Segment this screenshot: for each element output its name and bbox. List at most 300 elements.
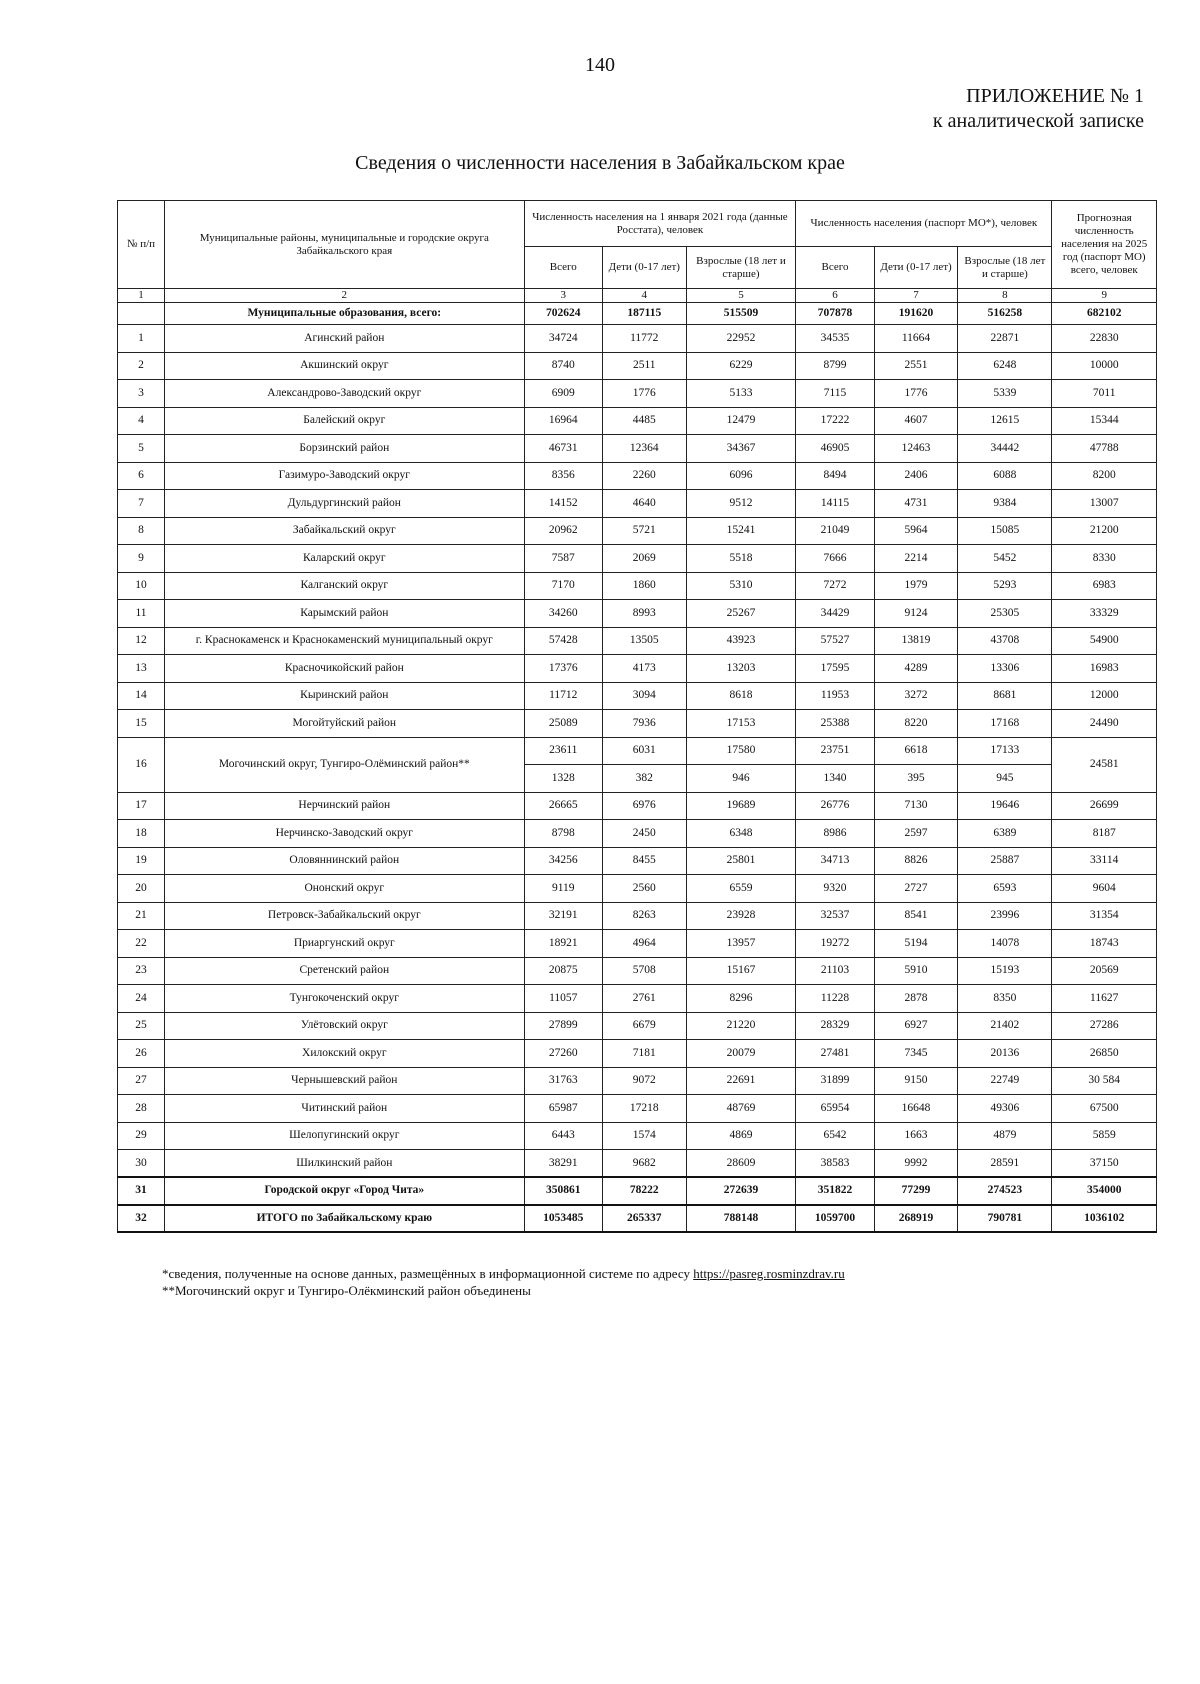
header-mo: Численность населения (паспорт МО*), человек [796,201,1052,247]
page-number: 140 [585,54,615,76]
table-cell: 8330 [1052,545,1157,573]
table-cell: 21200 [1052,517,1157,545]
table-cell: Красночикойский район [165,655,525,683]
table-cell: 5518 [686,545,796,573]
table-cell: 28329 [796,1012,874,1040]
column-index: 1 [118,289,165,303]
table-cell: 4289 [874,655,958,683]
table-row [118,985,1157,1013]
table-cell: 4869 [686,1122,796,1150]
table-row [118,517,1157,545]
table-cell: 22749 [958,1067,1052,1095]
table-cell: 23 [118,957,165,985]
table-cell: 1776 [602,380,686,408]
table-row [118,1177,1157,1205]
table-cell: 38583 [796,1150,874,1178]
table-cell: 22871 [958,325,1052,353]
table-cell: Дульдургинский район [165,490,525,518]
table-cell: Чернышевский район [165,1067,525,1095]
table-cell: 1340 [796,765,874,793]
table-cell: 9119 [524,875,602,903]
table-cell: 2214 [874,545,958,573]
table-cell: 17168 [958,710,1052,738]
table-cell: Газимуро-Заводский округ [165,462,525,490]
table-cell: 5721 [602,517,686,545]
table-cell: 32191 [524,902,602,930]
table-cell: 5293 [958,572,1052,600]
table-cell: 31354 [1052,902,1157,930]
table-cell: 17595 [796,655,874,683]
table-cell: 14078 [958,930,1052,958]
table-cell: 24490 [1052,710,1157,738]
table-cell: 17218 [602,1095,686,1123]
table-cell: Акшинский округ [165,352,525,380]
table-cell: 18743 [1052,930,1157,958]
table-cell: 13505 [602,627,686,655]
table-cell: 4640 [602,490,686,518]
table-cell: 8494 [796,462,874,490]
table-row [118,1040,1157,1068]
table-cell: 6618 [874,737,958,765]
table-cell: 187115 [602,303,686,325]
table-cell: 7272 [796,572,874,600]
table-cell: 8296 [686,985,796,1013]
table-row [118,352,1157,380]
table-cell: 1053485 [524,1205,602,1233]
table-cell: 26699 [1052,792,1157,820]
table-cell: 23996 [958,902,1052,930]
table-cell: 11712 [524,682,602,710]
table-cell: 790781 [958,1205,1052,1233]
table-cell: 20875 [524,957,602,985]
table-cell: 8263 [602,902,686,930]
column-index: 2 [165,289,525,303]
table-cell: 25267 [686,600,796,628]
table-cell: 8826 [874,847,958,875]
table-cell: 2878 [874,985,958,1013]
table-cell: 191620 [874,303,958,325]
table-cell: 1059700 [796,1205,874,1233]
table-cell: 7 [118,490,165,518]
column-index: 6 [796,289,874,303]
table-cell: Могойтуйский район [165,710,525,738]
table-cell: 788148 [686,1205,796,1233]
table-cell: 7115 [796,380,874,408]
table-cell: 12 [118,627,165,655]
table-cell: 54900 [1052,627,1157,655]
table-cell: 5133 [686,380,796,408]
table-cell: 5708 [602,957,686,985]
table-cell: 9384 [958,490,1052,518]
table-cell: 8681 [958,682,1052,710]
header-adults: Взрослые (18 лет и старше) [958,247,1052,289]
table-cell: 23751 [796,737,874,765]
table-row [118,655,1157,683]
table-cell: 2450 [602,820,686,848]
population-table [117,200,1157,1233]
table-cell: 43708 [958,627,1052,655]
header-num: № п/п [118,201,165,289]
table-cell: Сретенский район [165,957,525,985]
table-row [118,682,1157,710]
header-children: Дети (0-17 лет) [874,247,958,289]
table-cell: 17580 [686,737,796,765]
table-cell: Кыринский район [165,682,525,710]
table-row [118,930,1157,958]
table-cell: Карымский район [165,600,525,628]
table-cell: 8618 [686,682,796,710]
table-cell: 9072 [602,1067,686,1095]
table-cell: Читинский район [165,1095,525,1123]
table-cell: 6679 [602,1012,686,1040]
table-cell: 29 [118,1122,165,1150]
table-cell: 515509 [686,303,796,325]
table-cell: 7130 [874,792,958,820]
table-cell: 57527 [796,627,874,655]
table-cell: 31 [118,1177,165,1205]
table-row [118,1150,1157,1178]
table-cell: Муниципальные образования, всего: [165,303,525,325]
table-cell: 5964 [874,517,958,545]
table-cell: 5194 [874,930,958,958]
table-cell: 2 [118,352,165,380]
table-cell: 17376 [524,655,602,683]
table-cell: 9 [118,545,165,573]
table-row [118,380,1157,408]
table-cell: Калганский округ [165,572,525,600]
table-cell: 13957 [686,930,796,958]
table-cell: 11 [118,600,165,628]
table-cell: 6031 [602,737,686,765]
table-cell: 7936 [602,710,686,738]
header-total: Всего [524,247,602,289]
table-row [118,1012,1157,1040]
document-title: Сведения о численности населения в Забайкальском крае [355,152,845,174]
table-cell: 13819 [874,627,958,655]
table-cell: 27899 [524,1012,602,1040]
table-cell: 34256 [524,847,602,875]
table-cell: 32537 [796,902,874,930]
table-cell: 7181 [602,1040,686,1068]
table-cell: Шилкинский район [165,1150,525,1178]
header-total: Всего [796,247,874,289]
table-cell: 16648 [874,1095,958,1123]
table-cell: 26 [118,1040,165,1068]
table-cell: 15 [118,710,165,738]
table-cell: 274523 [958,1177,1052,1205]
table-cell: 7345 [874,1040,958,1068]
table-cell: Забайкальский округ [165,517,525,545]
table-cell: Хилокский округ [165,1040,525,1068]
table-cell: 22952 [686,325,796,353]
table-cell: 4485 [602,407,686,435]
table-cell: 37150 [1052,1150,1157,1178]
table-cell: 18 [118,820,165,848]
table-cell: 265337 [602,1205,686,1233]
table-cell: 7170 [524,572,602,600]
table-cell: 34260 [524,600,602,628]
table-row [118,792,1157,820]
table-cell: 65987 [524,1095,602,1123]
table-cell: 516258 [958,303,1052,325]
table-cell: 8541 [874,902,958,930]
appendix-line-2: к аналитической записке [932,110,1144,132]
table-cell: 1328 [524,765,602,793]
appendix-caption [933,84,1144,134]
table-cell: 25801 [686,847,796,875]
table-cell: 20569 [1052,957,1157,985]
table-cell: 6 [118,462,165,490]
table-cell: 49306 [958,1095,1052,1123]
table-cell: 3094 [602,682,686,710]
table-cell: 2069 [602,545,686,573]
table-cell: 25089 [524,710,602,738]
table-cell: 6976 [602,792,686,820]
column-index: 5 [686,289,796,303]
footnote-1-text: *сведения, полученные на основе данных, размещённых в информационной системе по адресу [162,1266,694,1281]
table-cell: 11228 [796,985,874,1013]
column-index: 9 [1052,289,1157,303]
header-forecast: Прогнозная численность населения на 2025 год (паспорт МО) всего, человек [1052,201,1157,289]
table-cell: 12463 [874,435,958,463]
table-cell: 351822 [796,1177,874,1205]
column-index: 7 [874,289,958,303]
table-cell: 17153 [686,710,796,738]
table-cell: 9682 [602,1150,686,1178]
table-cell: 25305 [958,600,1052,628]
table-cell: 46905 [796,435,874,463]
table-cell: ИТОГО по Забайкальскому краю [165,1205,525,1233]
table-cell: 6542 [796,1122,874,1150]
table-cell: 3272 [874,682,958,710]
table-cell: 23928 [686,902,796,930]
table-cell: Каларский округ [165,545,525,573]
table-cell: 17222 [796,407,874,435]
table-cell: 4607 [874,407,958,435]
table-cell: 27286 [1052,1012,1157,1040]
table-cell: 4173 [602,655,686,683]
table-cell: 34442 [958,435,1052,463]
table-cell: 8799 [796,352,874,380]
table-row [118,710,1157,738]
table-cell: 11772 [602,325,686,353]
table-cell: 8220 [874,710,958,738]
table-cell: 382 [602,765,686,793]
table-cell: 4879 [958,1122,1052,1150]
table-cell: 22691 [686,1067,796,1095]
table-cell: 2551 [874,352,958,380]
table-cell: 4731 [874,490,958,518]
table-cell: 10 [118,572,165,600]
table-cell: 33329 [1052,600,1157,628]
table-cell: 24581 [1052,737,1157,792]
footnote-2: **Могочинский округ и Тунгиро-Олёкминский район объединены [162,1283,531,1298]
table-cell: 19646 [958,792,1052,820]
table-row [118,1095,1157,1123]
table-cell [118,303,165,325]
table-cell: 9604 [1052,875,1157,903]
table-cell: 34367 [686,435,796,463]
table-cell: 2406 [874,462,958,490]
table-cell: 19689 [686,792,796,820]
table-row [118,847,1157,875]
table-cell: 20 [118,875,165,903]
table-cell: 47788 [1052,435,1157,463]
table-cell: 31899 [796,1067,874,1095]
column-index-row [118,289,1157,303]
table-cell: 16964 [524,407,602,435]
table-cell: 707878 [796,303,874,325]
table-cell: 702624 [524,303,602,325]
table-cell: 2511 [602,352,686,380]
table-cell: 20079 [686,1040,796,1068]
table-cell: 13 [118,655,165,683]
header-name: Муниципальные районы, муниципальные и городские округа Забайкальского края [165,201,525,289]
table-cell: 27 [118,1067,165,1095]
table-cell: 20962 [524,517,602,545]
table-cell: 6593 [958,875,1052,903]
table-row [118,957,1157,985]
table-cell: 1776 [874,380,958,408]
table-cell: 18921 [524,930,602,958]
table-cell: 6389 [958,820,1052,848]
table-cell: 13007 [1052,490,1157,518]
table-row [118,490,1157,518]
table-cell: 11627 [1052,985,1157,1013]
table-cell: 7011 [1052,380,1157,408]
table-cell: 57428 [524,627,602,655]
table-cell: 6096 [686,462,796,490]
table-cell: 31763 [524,1067,602,1095]
table-cell: Оловяннинский район [165,847,525,875]
table-cell: Улётовский округ [165,1012,525,1040]
footnote-link[interactable]: https://pasreg.rosminzdrav.ru [693,1266,845,1281]
table-cell: 11664 [874,325,958,353]
table-cell: 12615 [958,407,1052,435]
table-cell: 9124 [874,600,958,628]
table-cell: 12364 [602,435,686,463]
footnote-1 [162,1265,845,1282]
table-cell: 12479 [686,407,796,435]
table-cell: 6909 [524,380,602,408]
table-cell: 8200 [1052,462,1157,490]
table-cell: 15344 [1052,407,1157,435]
appendix-line-1: ПРИЛОЖЕНИЕ № 1 [966,85,1144,107]
table-cell: 6443 [524,1122,602,1150]
table-cell: 32 [118,1205,165,1233]
table-cell: 682102 [1052,303,1157,325]
table-cell: 9150 [874,1067,958,1095]
table-row [118,462,1157,490]
table-cell: 1 [118,325,165,353]
table-row [118,820,1157,848]
table-cell: 6248 [958,352,1052,380]
table-cell: 19 [118,847,165,875]
summary-row [118,303,1157,325]
table-cell: 11953 [796,682,874,710]
table-cell: 21103 [796,957,874,985]
table-row [118,737,1157,765]
table-cell: Ононский округ [165,875,525,903]
table-cell: 27481 [796,1040,874,1068]
table-cell: Балейский округ [165,407,525,435]
table-cell: 25887 [958,847,1052,875]
footnotes [162,1265,845,1299]
column-index: 8 [958,289,1052,303]
table-cell: 26850 [1052,1040,1157,1068]
table-cell: Агинский район [165,325,525,353]
table-cell: 34535 [796,325,874,353]
table-cell: 15241 [686,517,796,545]
table-cell: 30 584 [1052,1067,1157,1095]
table-cell: 2560 [602,875,686,903]
table-cell: 26665 [524,792,602,820]
table-cell: 14115 [796,490,874,518]
table-cell: 354000 [1052,1177,1157,1205]
table-cell: Нерчинский район [165,792,525,820]
table-cell: 5452 [958,545,1052,573]
table-row [118,1122,1157,1150]
table-cell: 5859 [1052,1122,1157,1150]
table-cell: 10000 [1052,352,1157,380]
table-cell: 1979 [874,572,958,600]
table-cell: Нерчинско-Заводский округ [165,820,525,848]
table-cell: 43923 [686,627,796,655]
table-cell: 15167 [686,957,796,985]
table-cell: 14 [118,682,165,710]
table-row [118,325,1157,353]
table-cell: 5339 [958,380,1052,408]
table-cell: 28 [118,1095,165,1123]
table-cell: 7666 [796,545,874,573]
table-cell: 17133 [958,737,1052,765]
column-index: 3 [524,289,602,303]
table-cell: Шелопугинский округ [165,1122,525,1150]
table-cell: 8993 [602,600,686,628]
table-cell: 16 [118,737,165,792]
table-cell: Петровск-Забайкальский округ [165,902,525,930]
table-cell: 350861 [524,1177,602,1205]
table-cell: 8350 [958,985,1052,1013]
table-cell: 30 [118,1150,165,1178]
table-cell: 25388 [796,710,874,738]
table-cell: 4964 [602,930,686,958]
table-cell: 13203 [686,655,796,683]
table-cell: 946 [686,765,796,793]
table-cell: 9512 [686,490,796,518]
table-row [118,545,1157,573]
table-cell: 13306 [958,655,1052,683]
table-cell: 7587 [524,545,602,573]
table-cell: 6088 [958,462,1052,490]
table-cell: Городской округ «Город Чита» [165,1177,525,1205]
table-row [118,1205,1157,1233]
table-cell: 28591 [958,1150,1052,1178]
table-cell: г. Краснокаменск и Краснокаменский муниципальный округ [165,627,525,655]
table-cell: 34724 [524,325,602,353]
table-cell: 272639 [686,1177,796,1205]
table-cell: Александрово-Заводский округ [165,380,525,408]
table-cell: 8798 [524,820,602,848]
table-cell: 21220 [686,1012,796,1040]
table-cell: 16983 [1052,655,1157,683]
table-row [118,435,1157,463]
table-cell: 25 [118,1012,165,1040]
header-children: Дети (0-17 лет) [602,247,686,289]
table-cell: 1860 [602,572,686,600]
table-cell: 67500 [1052,1095,1157,1123]
table-cell: 3 [118,380,165,408]
